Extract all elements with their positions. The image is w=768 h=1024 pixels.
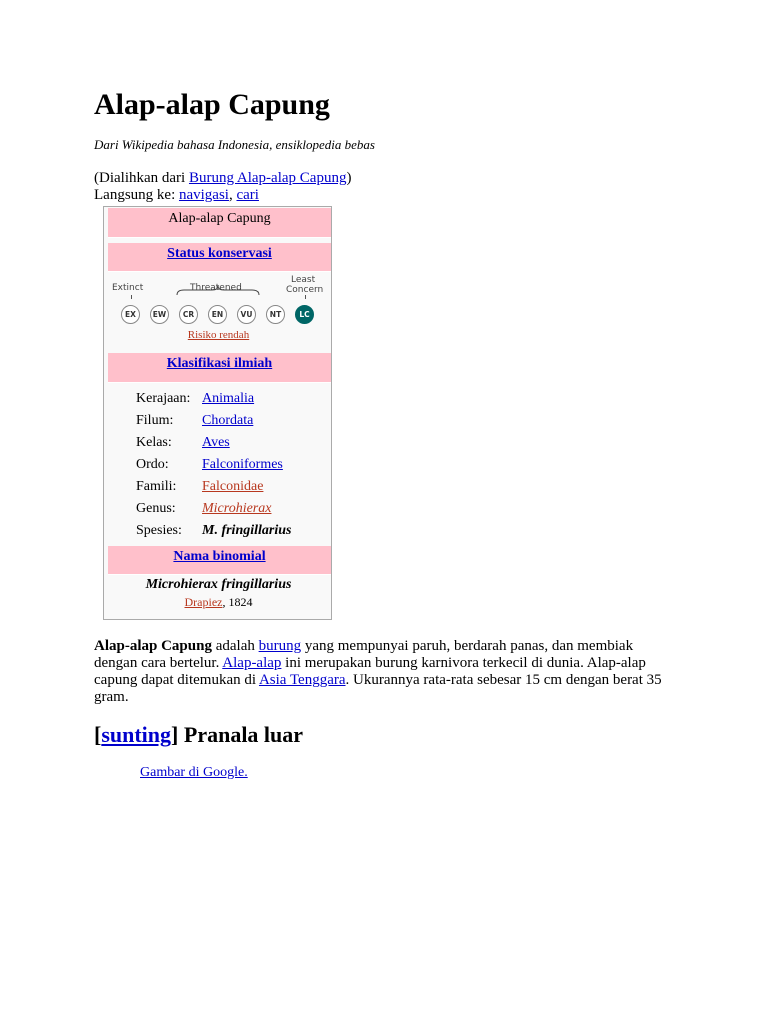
risk-link[interactable]: Risiko rendah bbox=[187, 329, 250, 341]
classification-heading bbox=[108, 353, 331, 383]
jump-navigation-link[interactable]: navigasi bbox=[178, 187, 229, 203]
status-lc-icon: LC bbox=[295, 305, 314, 324]
section-heading-external-links bbox=[94, 720, 303, 750]
status-ex-icon: EX bbox=[121, 305, 140, 324]
taxobox bbox=[103, 206, 332, 620]
binomial-name: Microhierax fringillarius bbox=[145, 577, 292, 592]
edit-bracket-open: [ bbox=[94, 722, 102, 747]
taxonomy-rank: Famili: bbox=[136, 479, 177, 494]
taxonomy-rank: Genus: bbox=[136, 501, 176, 516]
article-text: yang mempunyai paruh, berdarah panas, dan membiak dengan cara bertelur. bbox=[94, 638, 634, 671]
scale-concern-label: Concern bbox=[286, 285, 324, 295]
status-nt-icon: NT bbox=[266, 305, 285, 324]
jump-links bbox=[94, 187, 259, 204]
page-subtitle: Dari Wikipedia bahasa Indonesia, ensiklopedia bebas bbox=[94, 137, 375, 152]
conservation-status-scale bbox=[110, 275, 328, 331]
redirect-suffix: ) bbox=[346, 170, 352, 186]
page-title: Alap-alap Capung bbox=[94, 88, 330, 121]
taxonomy-rank: Kerajaan: bbox=[136, 391, 191, 406]
jump-separator: , bbox=[228, 187, 237, 203]
taxonomy-rank: Kelas: bbox=[136, 435, 172, 450]
taxonomy-phylum-link[interactable]: Chordata bbox=[202, 413, 254, 428]
taxonomy-genus-link[interactable]: Microhierax bbox=[202, 501, 272, 516]
scale-least-label: Least bbox=[291, 275, 316, 285]
redirect-prefix: (Dialihkan dari bbox=[94, 170, 189, 186]
article-paragraph bbox=[94, 638, 674, 706]
scale-extinct-tick bbox=[131, 295, 132, 299]
taxonomy-rank: Filum: bbox=[136, 413, 174, 428]
status-ew-icon: EW bbox=[150, 305, 169, 324]
edit-section-link[interactable]: sunting bbox=[101, 722, 172, 747]
taxonomy-class-link[interactable]: Aves bbox=[202, 435, 230, 450]
article-text: adalah bbox=[211, 638, 259, 654]
risk-label bbox=[104, 329, 333, 341]
status-en-icon: EN bbox=[208, 305, 227, 324]
link-burung[interactable]: burung bbox=[258, 638, 302, 654]
authority-year: , 1824 bbox=[222, 595, 253, 609]
redirect-notice bbox=[94, 170, 351, 187]
classification-heading-link[interactable]: Klasifikasi ilmiah bbox=[166, 356, 273, 371]
binomial-authority bbox=[104, 595, 333, 610]
status-heading bbox=[108, 243, 331, 272]
article-text: . Ukurannya rata-rata sebesar 15 cm dengan berat 35 gram. bbox=[94, 672, 662, 705]
taxonomy-kingdom-link[interactable]: Animalia bbox=[202, 391, 255, 406]
status-heading-link[interactable]: Status konservasi bbox=[167, 246, 272, 261]
taxonomy-species: M. fringillarius bbox=[202, 523, 292, 538]
jump-search-link[interactable]: cari bbox=[236, 187, 259, 203]
binomial-heading bbox=[108, 546, 331, 575]
scale-extinct-label: Extinct bbox=[112, 283, 144, 293]
link-alap-alap[interactable]: Alap-alap bbox=[222, 655, 282, 671]
section-title: Pranala luar bbox=[178, 722, 304, 747]
binomial-heading-link[interactable]: Nama binomial bbox=[173, 549, 266, 564]
status-vu-icon: VU bbox=[237, 305, 256, 324]
article-subject: Alap-alap Capung bbox=[94, 638, 212, 654]
threatened-brace-icon bbox=[176, 286, 260, 296]
authority-link[interactable]: Drapiez bbox=[184, 595, 223, 609]
google-images-link[interactable]: Gambar di Google. bbox=[140, 765, 248, 780]
taxonomy-rank: Spesies: bbox=[136, 523, 182, 538]
article-text: ini merupakan burung karnivora terkecil di dunia. Alap-alap capung dapat ditemukan di bbox=[94, 655, 646, 688]
edit-bracket-close: ] bbox=[171, 722, 179, 747]
taxonomy-rank: Ordo: bbox=[136, 457, 169, 472]
taxobox-title: Alap-alap Capung bbox=[108, 208, 331, 238]
scale-threatened-label: Threatened bbox=[190, 283, 242, 293]
taxonomy-order-link[interactable]: Falconiformes bbox=[202, 457, 283, 472]
taxonomy-family-link[interactable]: Falconidae bbox=[202, 479, 264, 494]
status-cr-icon: CR bbox=[179, 305, 198, 324]
jump-prefix: Langsung ke: bbox=[94, 187, 179, 203]
link-asia-tenggara[interactable]: Asia Tenggara bbox=[258, 672, 346, 688]
redirect-link[interactable]: Burung Alap-alap Capung bbox=[188, 170, 347, 186]
scale-concern-tick bbox=[305, 295, 306, 299]
